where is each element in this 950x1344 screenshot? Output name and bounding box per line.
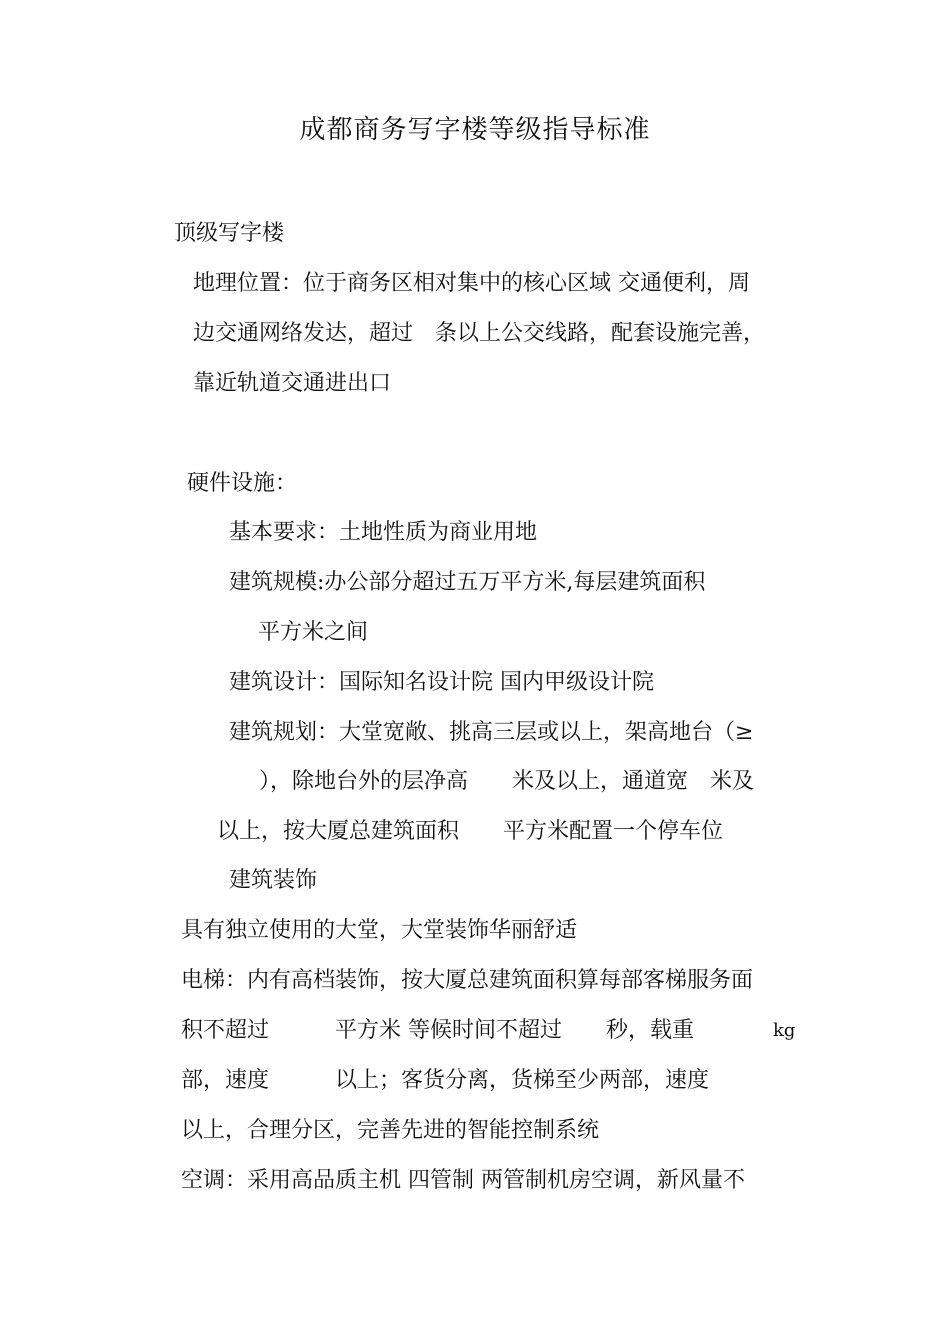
- elevator-line-4: 以上，合理分区，完善先进的智能控制系统: [181, 1118, 600, 1143]
- elevator-line-2: 积不超过 平方米 等候时间不超过 秒，载重: [181, 1018, 694, 1043]
- building-scale-line-2: 平方米之间: [258, 620, 369, 645]
- lobby-description: 具有独立使用的大堂，大堂装饰华丽舒适: [181, 918, 578, 943]
- building-decoration: 建筑装饰: [229, 868, 318, 893]
- building-planning-line-1: 建筑规划：大堂宽敞、挑高三层或以上，架高地台（≥: [229, 720, 754, 745]
- hvac-line-1: 空调：采用高品质主机 四管制 两管制机房空调，新风量不: [181, 1168, 745, 1193]
- elevator-unit: kg: [773, 1020, 796, 1041]
- elevator-line-1: 电梯：内有高档装饰，按大厦总建筑面积算每部客梯服务面: [181, 968, 754, 993]
- section-heading: 顶级写字楼: [174, 221, 285, 246]
- hardware-heading: 硬件设施：: [187, 471, 298, 496]
- building-design: 建筑设计：国际知名设计院 国内甲级设计院: [229, 670, 654, 695]
- location-line-1: 地理位置：位于商务区相对集中的核心区域 交通便利，周: [193, 271, 750, 296]
- building-planning-line-2: ），除地台外的层净高 米及以上，通道宽 米及: [259, 769, 755, 794]
- document-title: 成都商务写字楼等级指导标准: [299, 115, 651, 145]
- location-line-3: 靠近轨道交通进出口: [193, 371, 392, 396]
- elevator-line-3: 部，速度 以上；客货分离，货梯至少两部，速度: [181, 1068, 710, 1093]
- basic-requirement: 基本要求：土地性质为商业用地: [229, 520, 538, 545]
- building-scale-line-1: 建筑规模:办公部分超过五万平方米,每层建筑面积: [229, 570, 706, 595]
- building-planning-line-3: 以上，按大厦总建筑面积 平方米配置一个停车位: [217, 819, 724, 844]
- location-line-2: 边交通网络发达，超过 条以上公交线路，配套设施完善，: [193, 321, 766, 346]
